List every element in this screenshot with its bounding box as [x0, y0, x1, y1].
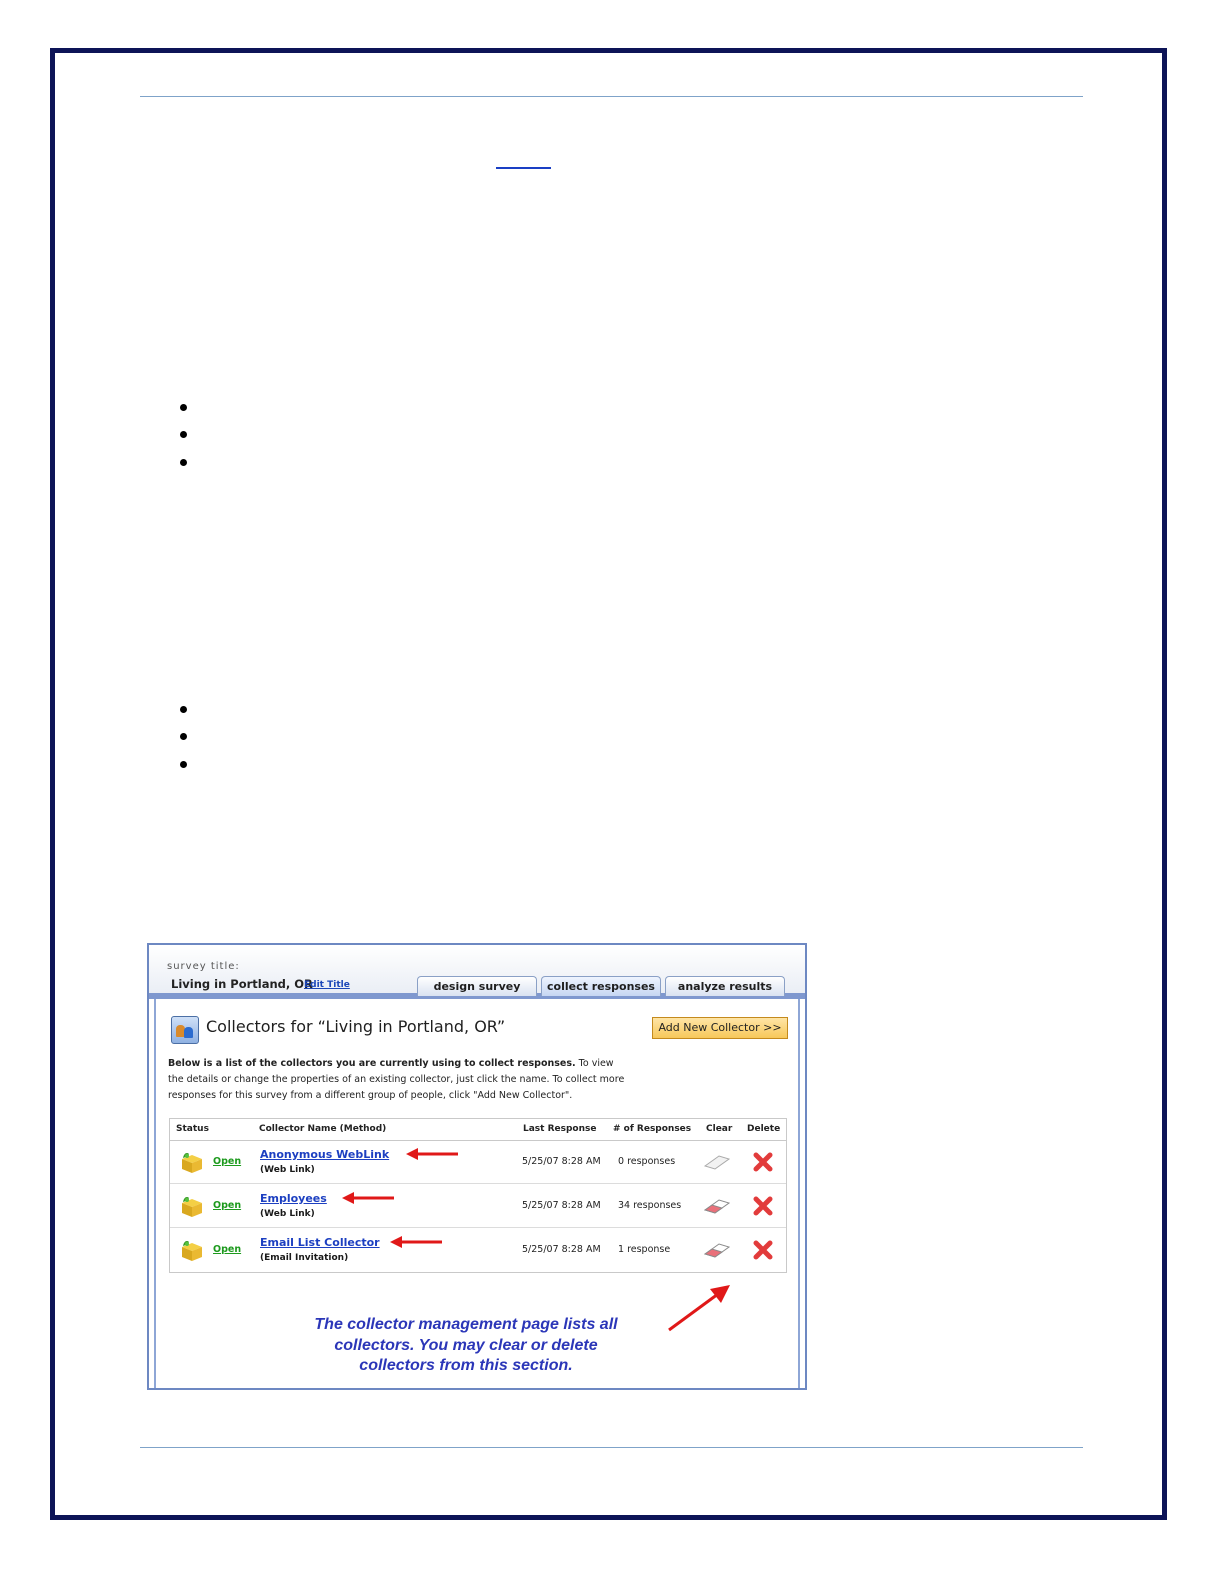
bullet-point	[180, 733, 187, 740]
collector-screenshot	[147, 943, 807, 1390]
header-clear: Clear	[706, 1124, 733, 1134]
eraser-icon[interactable]	[703, 1154, 731, 1170]
status-open-link[interactable]: Open	[213, 1244, 242, 1255]
table-row	[170, 1229, 786, 1272]
red-arrow-icon	[390, 1235, 444, 1249]
collector-name-link[interactable]: Email List Collector	[260, 1236, 380, 1249]
bullet-point	[180, 761, 187, 768]
collectors-table	[169, 1118, 787, 1273]
status-open-link[interactable]: Open	[213, 1156, 242, 1167]
eraser-icon[interactable]	[703, 1198, 731, 1214]
description-lead: Below is a list of the collectors you are currently using to collect responses.	[168, 1058, 576, 1069]
collector-name-link[interactable]: Anonymous WebLink	[260, 1148, 390, 1161]
bullet-point	[180, 706, 187, 713]
bullet-point	[180, 431, 187, 438]
collector-name-link[interactable]: Employees	[260, 1192, 327, 1205]
add-new-collector-button[interactable]: Add New Collector >>	[652, 1017, 788, 1039]
table-row	[170, 1185, 786, 1228]
response-count: 34 responses	[618, 1200, 682, 1211]
last-response: 5/25/07 8:28 AM	[522, 1244, 601, 1255]
annotation-line: collectors from this section.	[359, 1357, 573, 1374]
bullet-point	[180, 404, 187, 411]
edit-title-link[interactable]: Edit Title	[304, 980, 350, 990]
annotation-line: collectors. You may clear or delete	[334, 1336, 598, 1354]
open-box-icon	[180, 1194, 204, 1218]
delete-icon[interactable]	[752, 1195, 774, 1217]
status-open-link[interactable]: Open	[213, 1200, 242, 1211]
footer-rule	[140, 1447, 1083, 1448]
survey-title: Living in Portland, OR	[171, 977, 313, 991]
collector-method: (Email Invitation)	[260, 1253, 349, 1263]
collector-method: (Web Link)	[260, 1165, 315, 1175]
collectors-icon	[171, 1016, 199, 1044]
survey-header	[149, 945, 805, 999]
red-arrow-icon	[666, 1283, 732, 1333]
response-count: 0 responses	[618, 1156, 676, 1167]
last-response: 5/25/07 8:28 AM	[522, 1200, 601, 1211]
eraser-icon[interactable]	[703, 1242, 731, 1258]
last-response: 5/25/07 8:28 AM	[522, 1156, 601, 1167]
tab-collect-responses[interactable]: collect responses	[541, 976, 661, 996]
bullet-point	[180, 459, 187, 466]
annotation-callout	[286, 1315, 646, 1377]
table-row	[170, 1141, 786, 1184]
annotation-line: The collector management page lists all	[314, 1316, 618, 1333]
header-collector-name: Collector Name (Method)	[259, 1124, 387, 1134]
header-rule	[140, 96, 1083, 97]
collectors-heading: Collectors for “Living in Portland, OR”	[206, 1017, 506, 1036]
header-response-count: # of Responses	[613, 1124, 692, 1134]
collector-method: (Web Link)	[260, 1209, 315, 1219]
tab-analyze-results[interactable]: analyze results	[665, 976, 785, 996]
collectors-description	[168, 1056, 628, 1104]
description-body: To view the details or change the properties of an existing collector, just click the name. To collect more responses for this survey from a different group of people, click "Add New Collector".	[168, 1058, 625, 1101]
red-arrow-icon	[406, 1147, 460, 1161]
open-box-icon	[180, 1150, 204, 1174]
survey-title-label: survey title:	[167, 961, 240, 972]
header-last-response: Last Response	[523, 1124, 597, 1134]
open-box-icon	[180, 1238, 204, 1262]
delete-icon[interactable]	[752, 1151, 774, 1173]
red-arrow-icon	[342, 1191, 396, 1205]
header-delete: Delete	[747, 1124, 781, 1134]
hyperlink-underline[interactable]	[496, 167, 551, 169]
header-status: Status	[176, 1124, 209, 1134]
collectors-panel	[154, 999, 800, 1388]
delete-icon[interactable]	[752, 1239, 774, 1261]
tab-design-survey[interactable]: design survey	[417, 976, 537, 996]
response-count: 1 response	[618, 1244, 671, 1255]
